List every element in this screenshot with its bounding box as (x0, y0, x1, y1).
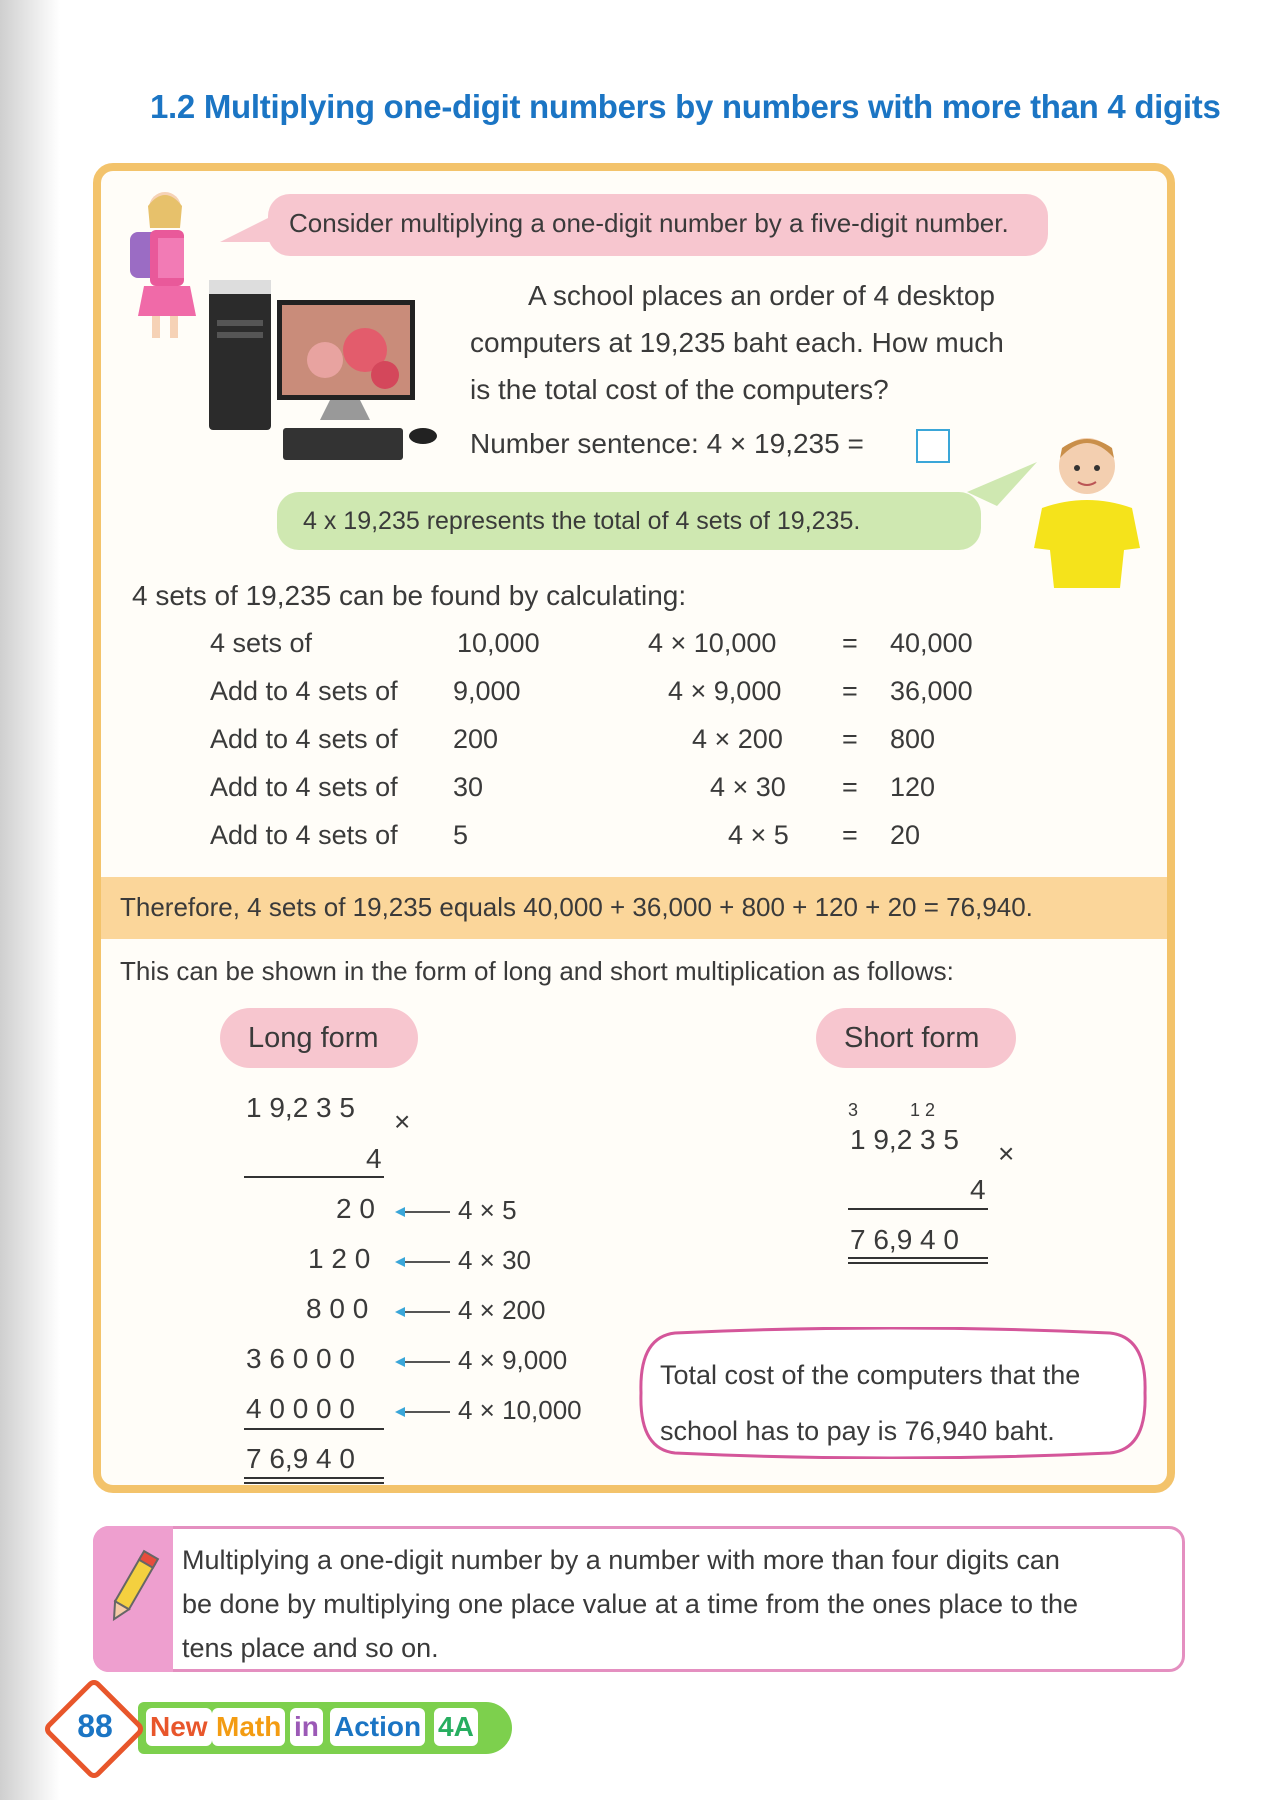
shown-intro: This can be shown in the form of long and short multiplication as follows: (120, 956, 954, 986)
arrow-left-icon (395, 1354, 450, 1370)
problem-line-2: computers at 19,235 baht each. How much (470, 327, 1004, 358)
partial-value: 4 0 0 0 0 (246, 1393, 355, 1424)
page-number: 88 (77, 1708, 113, 1744)
long-times-sign: × (394, 1106, 411, 1137)
partial-note: 4 × 5 (458, 1195, 517, 1225)
short-form-label: Short form (844, 1022, 980, 1054)
long-result-underline-2 (244, 1482, 384, 1484)
long-multiplier: 4 (366, 1143, 382, 1174)
answer-box[interactable] (916, 429, 950, 463)
short-multiplier: 4 (970, 1174, 986, 1205)
footer-word: in (290, 1708, 323, 1746)
short-rule (848, 1208, 988, 1210)
problem-line-3: is the total cost of the computers? (470, 374, 889, 405)
total-cost-line-2: school has to pay is 76,940 baht. (660, 1416, 1055, 1446)
footer-word: 4A (434, 1708, 478, 1746)
girl-speech-text: Consider multiplying a one-digit number by a five-digit number. (289, 208, 1009, 238)
long-result: 7 6,9 4 0 (246, 1443, 355, 1474)
number-sentence: Number sentence: 4 × 19,235 = (470, 428, 864, 459)
arrow-left-icon (395, 1404, 450, 1420)
long-rule-2 (244, 1428, 384, 1430)
section-title: 1.2 Multiplying one-digit numbers by numbers with more than 4 digits (150, 88, 1221, 125)
carry-digits: 1 2 (910, 1100, 936, 1120)
long-form-label: Long form (248, 1022, 379, 1054)
long-rule-1 (244, 1176, 384, 1178)
total-cost-line-1: Total cost of the computers that the (660, 1360, 1081, 1390)
footer-word: Action (330, 1708, 425, 1746)
short-multiplicand: 1 9,2 3 5 (850, 1124, 959, 1155)
arrow-left-icon (395, 1304, 450, 1320)
short-result-underline-1 (848, 1257, 988, 1259)
page-spine-shadow (0, 0, 60, 1800)
key-point-line-2: be done by multiplying one place value at a time from the ones place to the (182, 1589, 1079, 1619)
therefore-text: Therefore, 4 sets of 19,235 equals 40,000 + 36,000 + 800 + 120 + 20 = 76,940. (120, 892, 1033, 922)
boy-speech-text: 4 x 19,235 represents the total of 4 sets of 19,235. (303, 507, 861, 535)
partial-note: 4 × 9,000 (458, 1345, 568, 1375)
partial-value: 3 6 0 0 0 (246, 1343, 355, 1374)
problem-line-1: A school places an order of 4 desktop (528, 280, 995, 311)
short-result: 7 6,9 4 0 (850, 1224, 959, 1255)
footer-word: Math (212, 1708, 285, 1746)
arrow-left-icon (395, 1254, 450, 1270)
long-multiplicand: 1 9,2 3 5 (246, 1092, 355, 1123)
pencil-icon (102, 1548, 162, 1628)
key-point-line-1: Multiplying a one-digit number by a number with more than four digits can (182, 1545, 1060, 1575)
partial-note: 4 × 30 (458, 1245, 532, 1275)
calc-intro: 4 sets of 19,235 can be found by calculating: (132, 580, 687, 611)
girl-illustration (120, 188, 200, 348)
boy-illustration (1028, 428, 1146, 588)
partial-value: 1 2 0 (308, 1243, 371, 1274)
long-result-underline-1 (244, 1477, 384, 1479)
partial-note: 4 × 10,000 (458, 1395, 582, 1425)
partial-value: 8 0 0 (306, 1293, 369, 1324)
key-point-line-3: tens place and so on. (182, 1633, 439, 1663)
footer-word: New (146, 1708, 212, 1746)
arrow-left-icon (395, 1204, 450, 1220)
short-result-underline-2 (848, 1262, 988, 1264)
partial-value: 2 0 (336, 1193, 375, 1224)
partial-note: 4 × 200 (458, 1295, 546, 1325)
carry-digit: 3 (848, 1100, 859, 1120)
short-times-sign: × (998, 1138, 1015, 1169)
computer-illustration (205, 280, 445, 465)
